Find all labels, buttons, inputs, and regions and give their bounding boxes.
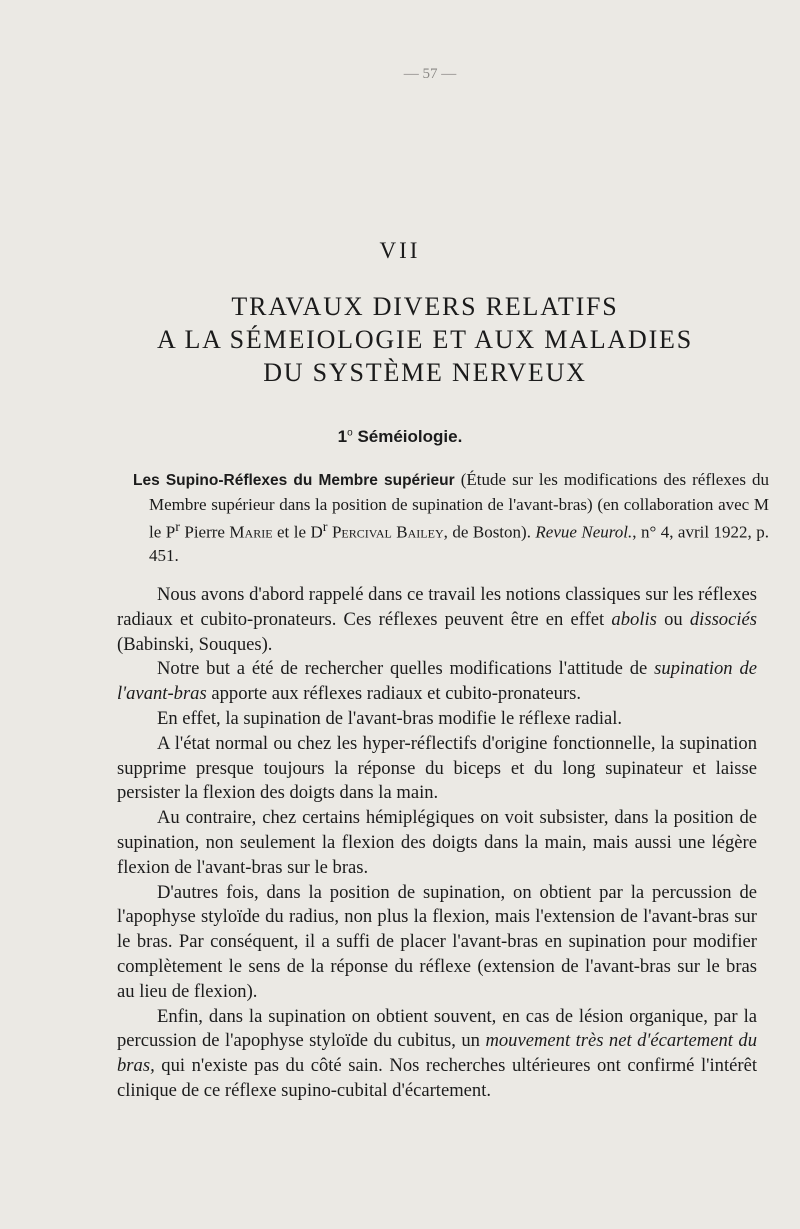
- section-number: 1: [337, 427, 348, 446]
- paragraph: En effet, la supination de l'avant-bras modifie le réflexe radial.: [157, 707, 623, 729]
- paragraph-text: Nous avons d'abord rappelé dans ce travail les notions classiques sur les réflexes radiaux et cubito-pronateurs. Ces réflexes peuvent être en effet: [117, 584, 757, 630]
- author-bailey: Percival Bailey: [331, 522, 444, 542]
- section-heading: [0, 427, 800, 447]
- emphasis: supination de l'avant-bras: [117, 658, 757, 705]
- chapter-title-line-1: TRAVAUX DIVERS RELATIFS: [231, 292, 619, 321]
- paragraph: [117, 657, 757, 707]
- paragraph: A l'état normal ou chez les hyper-réflectifs d'origine fonctionnelle, la supination supprime presque toujours la réponse du biceps et du long supinateur et laisse persister la flexion des doigts dans la main.: [117, 732, 757, 804]
- reference-citation: , n° 4, avril 1922, p. 451.: [149, 522, 770, 566]
- paragraph-text: Notre but a été de rechercher quelles modifications l'attitude de: [157, 658, 655, 680]
- reference-text: et le D: [272, 522, 323, 542]
- paragraph: D'autres fois, dans la position de supination, on obtient par la percussion de l'apophyse styloïde du radius, non plus la flexion, mais l'extension de l'avant-bras sur le bras. Par conséquent, il a suffi de placer l'avant-bras en supination pour modifier complètement le sens de la réponse du réflexe (extension de l'avant-bras sur le bras au lieu de flexion).: [117, 881, 757, 1002]
- author-marie: Marie: [229, 522, 273, 542]
- reference-pr-superscript: r: [175, 519, 180, 535]
- journal-name: Revue Neurol.: [535, 522, 633, 542]
- bibliographic-reference: [133, 468, 769, 568]
- chapter-number: VII: [379, 238, 421, 263]
- body-text: [117, 583, 757, 1104]
- reference-dr-superscript: r: [322, 519, 328, 535]
- paragraph: [117, 1005, 757, 1104]
- emphasis: mouvement très net d'écartement du bras,: [117, 1030, 758, 1077]
- reference-text: Pierre: [179, 522, 230, 542]
- reference-text: , de Boston).: [443, 522, 536, 542]
- paragraph-text: apporte aux réflexes radiaux et cubito-pronateurs.: [206, 683, 582, 705]
- paragraph-text: (Babinski, Souques).: [117, 633, 273, 655]
- paragraph-text: qui n'existe pas du côté sain. Nos recherches ultérieures ont confirmé l'intérêt clinique de ce réflexe supino-cubital d'écartement.: [117, 1055, 757, 1101]
- emphasis: abolis: [611, 608, 657, 630]
- reference-description: (Étude sur les modifications des réflexes du Membre supérieur dans la position de supination de l'avant-bras) (en collaboration avec M le P: [149, 470, 769, 542]
- section-title: Séméiologie.: [357, 427, 463, 446]
- chapter-title-line-2: A LA SÉMEIOLOGIE ET AUX MALADIES: [157, 325, 693, 354]
- paragraph-text: Enfin, dans la supination on obtient souvent, en cas de lésion organique, par la percussion de l'apophyse styloïde du cubitus, un: [117, 1005, 757, 1052]
- page-folio: — 57 —: [403, 66, 457, 82]
- chapter-title: [90, 290, 760, 389]
- section-ordinal-mark: o: [347, 427, 353, 439]
- paragraph-text: ou: [656, 608, 690, 630]
- chapter-title-line-3: DU SYSTÈME NERVEUX: [263, 358, 587, 387]
- paragraph: [117, 583, 757, 657]
- paragraph: Au contraire, chez certains hémiplégiques on voit subsister, dans la position de supination, non seulement la flexion des doigts dans la main, mais aussi une légère flexion de l'avant-bras sur le bras.: [117, 807, 757, 878]
- reference-title: Les Supino-Réflexes du Membre supérieur: [133, 472, 455, 489]
- emphasis: dissociés: [689, 608, 758, 630]
